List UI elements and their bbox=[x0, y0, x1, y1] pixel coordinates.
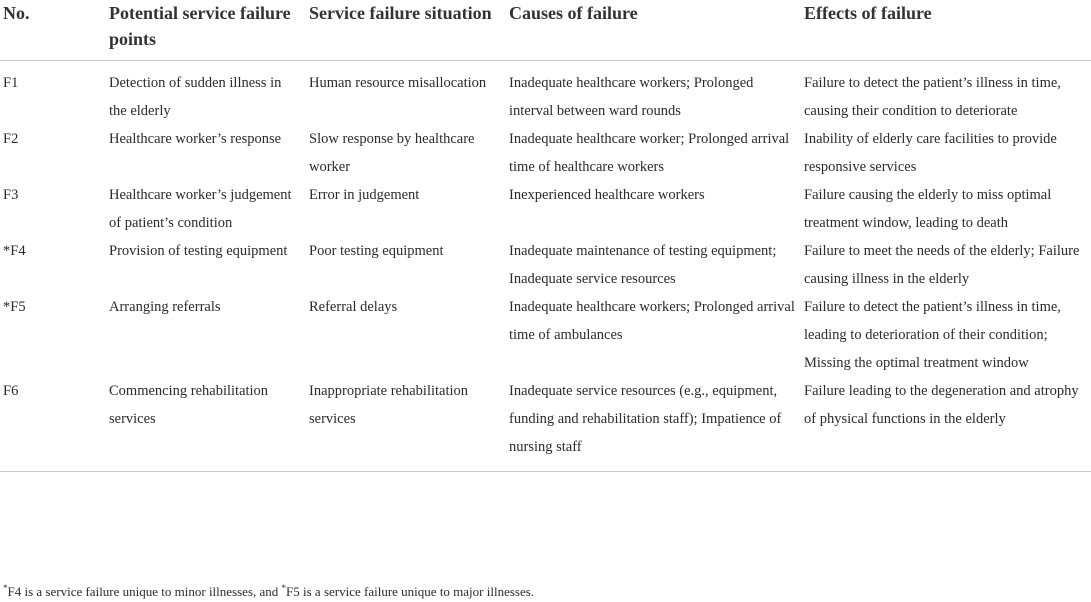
table-body bbox=[0, 61, 1091, 472]
cell-situation: Referral delays bbox=[309, 299, 398, 315]
cell-no: F2 bbox=[3, 131, 19, 147]
cell-failure-point: Provision of testing equipment bbox=[109, 243, 288, 259]
table-footnote bbox=[3, 578, 534, 602]
table-row bbox=[0, 293, 1091, 377]
cell-effects: Failure causing the elderly to miss optimal treatment window, leading to death bbox=[804, 187, 1052, 231]
cell-causes: Inadequate maintenance of testing equipment; Inadequate service resources bbox=[509, 243, 777, 287]
header-effects: Effects of failure bbox=[800, 0, 1091, 61]
cell-no: *F4 bbox=[3, 243, 26, 259]
cell-failure-point: Commencing rehabilitation services bbox=[105, 377, 305, 472]
header-failure-points: Potential service failure points bbox=[105, 0, 305, 61]
header-failure-situation: Service failure situation bbox=[305, 0, 505, 61]
cell-effects: Failure to meet the needs of the elderly; Failure causing illness in the elderly bbox=[804, 243, 1080, 287]
table-row bbox=[0, 61, 1091, 126]
cell-causes: Inadequate healthcare workers; Prolonged interval between ward rounds bbox=[509, 75, 754, 119]
cell-situation: Error in judgement bbox=[309, 187, 420, 203]
cell-situation: Inappropriate rehabilitation services bbox=[305, 377, 505, 472]
cell-failure-point: Detection of sudden illness in the elderly bbox=[109, 75, 282, 119]
cell-no: *F5 bbox=[3, 299, 26, 315]
header-no: No. bbox=[0, 0, 105, 61]
table-row bbox=[0, 181, 1091, 237]
header-causes: Causes of failure bbox=[505, 0, 800, 61]
cell-effects: Failure leading to the degeneration and atrophy of physical functions in the elderly bbox=[800, 377, 1091, 472]
cell-effects: Failure to detect the patient’s illness in time, leading to deterioration of their condition; Missing the optimal treatment window bbox=[804, 299, 1061, 371]
footnote-mark: * bbox=[3, 583, 8, 593]
cell-failure-point: Healthcare worker’s judgement of patient’s condition bbox=[109, 187, 292, 231]
cell-situation: Poor testing equipment bbox=[309, 243, 444, 259]
cell-no: F6 bbox=[0, 377, 105, 472]
cell-causes: Inadequate healthcare workers; Prolonged arrival time of ambulances bbox=[509, 299, 795, 343]
cell-causes: Inadequate service resources (e.g., equipment, funding and rehabilitation staff); Impatience of nursing staff bbox=[505, 377, 800, 472]
table-row bbox=[0, 377, 1091, 472]
cell-effects: Inability of elderly care facilities to provide responsive services bbox=[804, 131, 1057, 175]
cell-causes: Inexperienced healthcare workers bbox=[509, 187, 705, 203]
cell-failure-point: Healthcare worker’s response bbox=[109, 131, 282, 147]
cell-failure-point: Arranging referrals bbox=[109, 299, 221, 315]
table-row bbox=[0, 125, 1091, 181]
cell-causes: Inadequate healthcare worker; Prolonged arrival time of healthcare workers bbox=[509, 131, 790, 175]
table-header bbox=[0, 0, 1091, 61]
header-row bbox=[0, 0, 1091, 61]
footnote-text: F4 is a service failure unique to minor illnesses, and bbox=[7, 584, 282, 599]
cell-effects: Failure to detect the patient’s illness in time, causing their condition to deteriorate bbox=[804, 75, 1061, 119]
cell-no: F1 bbox=[3, 75, 19, 91]
footnote-text: F5 is a service failure unique to major illnesses. bbox=[286, 584, 535, 599]
table-row bbox=[0, 237, 1091, 293]
footnote-mark: * bbox=[281, 583, 287, 593]
cell-no: F3 bbox=[3, 187, 19, 203]
cell-situation: Slow response by healthcare worker bbox=[309, 131, 475, 175]
cell-situation: Human resource misallocation bbox=[309, 75, 487, 91]
